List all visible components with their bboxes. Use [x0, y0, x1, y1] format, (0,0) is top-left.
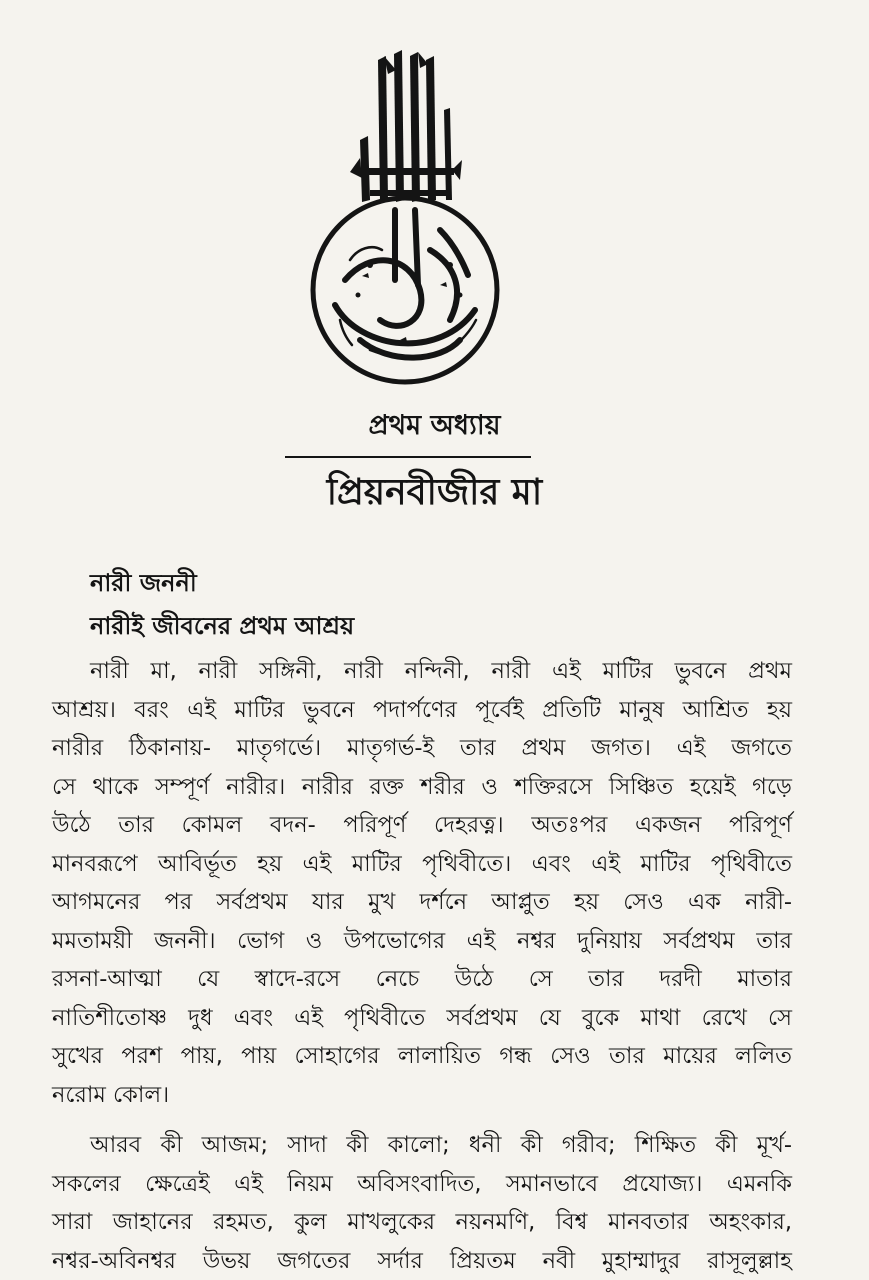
text-line: মানবরূপে আবির্ভূত হয় এই মাটির পৃথিবীতে। এবং এই মাটির পৃথিবীতে: [52, 845, 792, 884]
text-line: নারীর ঠিকানায়- মাতৃগর্ভে। মাতৃগর্ভ-ই তার প্রথম জগত। এই জগতে: [52, 729, 792, 768]
text-line: আগমনের পর সর্বপ্রথম যার মুখ দর্শনে আপ্লুত হয় সেও এক নারী-: [52, 883, 792, 922]
text-line: নশ্বর-অবিনশ্বর উভয় জগতের সর্দার প্রিয়তম নবী মুহাম্মাদুর রাসূলুল্লাহ: [52, 1242, 792, 1280]
text-line: নারী মা, নারী সঙ্গিনী, নারী নন্দিনী, নারী এই মাটির ভুবনে প্রথম: [52, 652, 792, 691]
section-subheading: নারীই জীবনের প্রথম আশ্রয়: [90, 608, 354, 648]
body-text: [52, 652, 792, 1280]
text-line: নাতিশীতোষ্ণ দুধ এবং এই পৃথিবীতে সর্বপ্রথম যে বুকে মাথা রেখে সে: [52, 999, 792, 1038]
section-heading: নারী জননী: [90, 565, 197, 605]
chapter-title: প্রিয়নবীজীর মা: [0, 465, 869, 525]
text-line: সুখের পরশ পায়, পায় সোহাগের লালায়িত গন্ধ সেও তার মায়ের ললিত: [52, 1037, 792, 1076]
chapter-number-label: প্রথম অধ্যায়: [0, 405, 869, 450]
paragraph-1: [52, 652, 792, 1114]
text-line: সকলের ক্ষেত্রেই এই নিয়ম অবিসংবাদিত, সমানভাবে প্রযোজ্য। এমনকি: [52, 1165, 792, 1204]
text-line: রসনা-আত্মা যে স্বাদে-রসে নেচে উঠে সে তার দরদী মাতার: [52, 960, 792, 999]
text-line: উঠে তার কোমল বদন- পরিপূর্ণ দেহরত্ন। অতঃপর একজন পরিপূর্ণ: [52, 806, 792, 845]
text-line: আশ্রয়। বরং এই মাটির ভুবনে পদার্পণের পূর্বেই প্রতিটি মানুষ আশ্রিত হয়: [52, 691, 792, 730]
text-line: আরব কী আজম; সাদা কী কালো; ধনী কী গরীব; শিক্ষিত কী মূর্খ-: [52, 1126, 792, 1165]
paragraph-2: [52, 1126, 792, 1280]
text-line: মমতাময়ী জননী। ভোগ ও উপভোগের এই নশ্বর দুনিয়ায় সর্বপ্রথম তার: [52, 922, 792, 961]
text-line: নরোম কোল।: [52, 1076, 792, 1115]
chapter-divider: [285, 456, 531, 458]
text-line: সে থাকে সম্পূর্ণ নারীর। নারীর রক্ত শরীর ও শক্তিরসে সিঞ্চিত হয়েই গড়ে: [52, 768, 792, 807]
text-line: সারা জাহানের রহমত, কুল মাখলুকের নয়নমণি, বিশ্ব মানবতার অহংকার,: [52, 1203, 792, 1242]
bismillah-calligraphy-emblem: [300, 50, 510, 390]
